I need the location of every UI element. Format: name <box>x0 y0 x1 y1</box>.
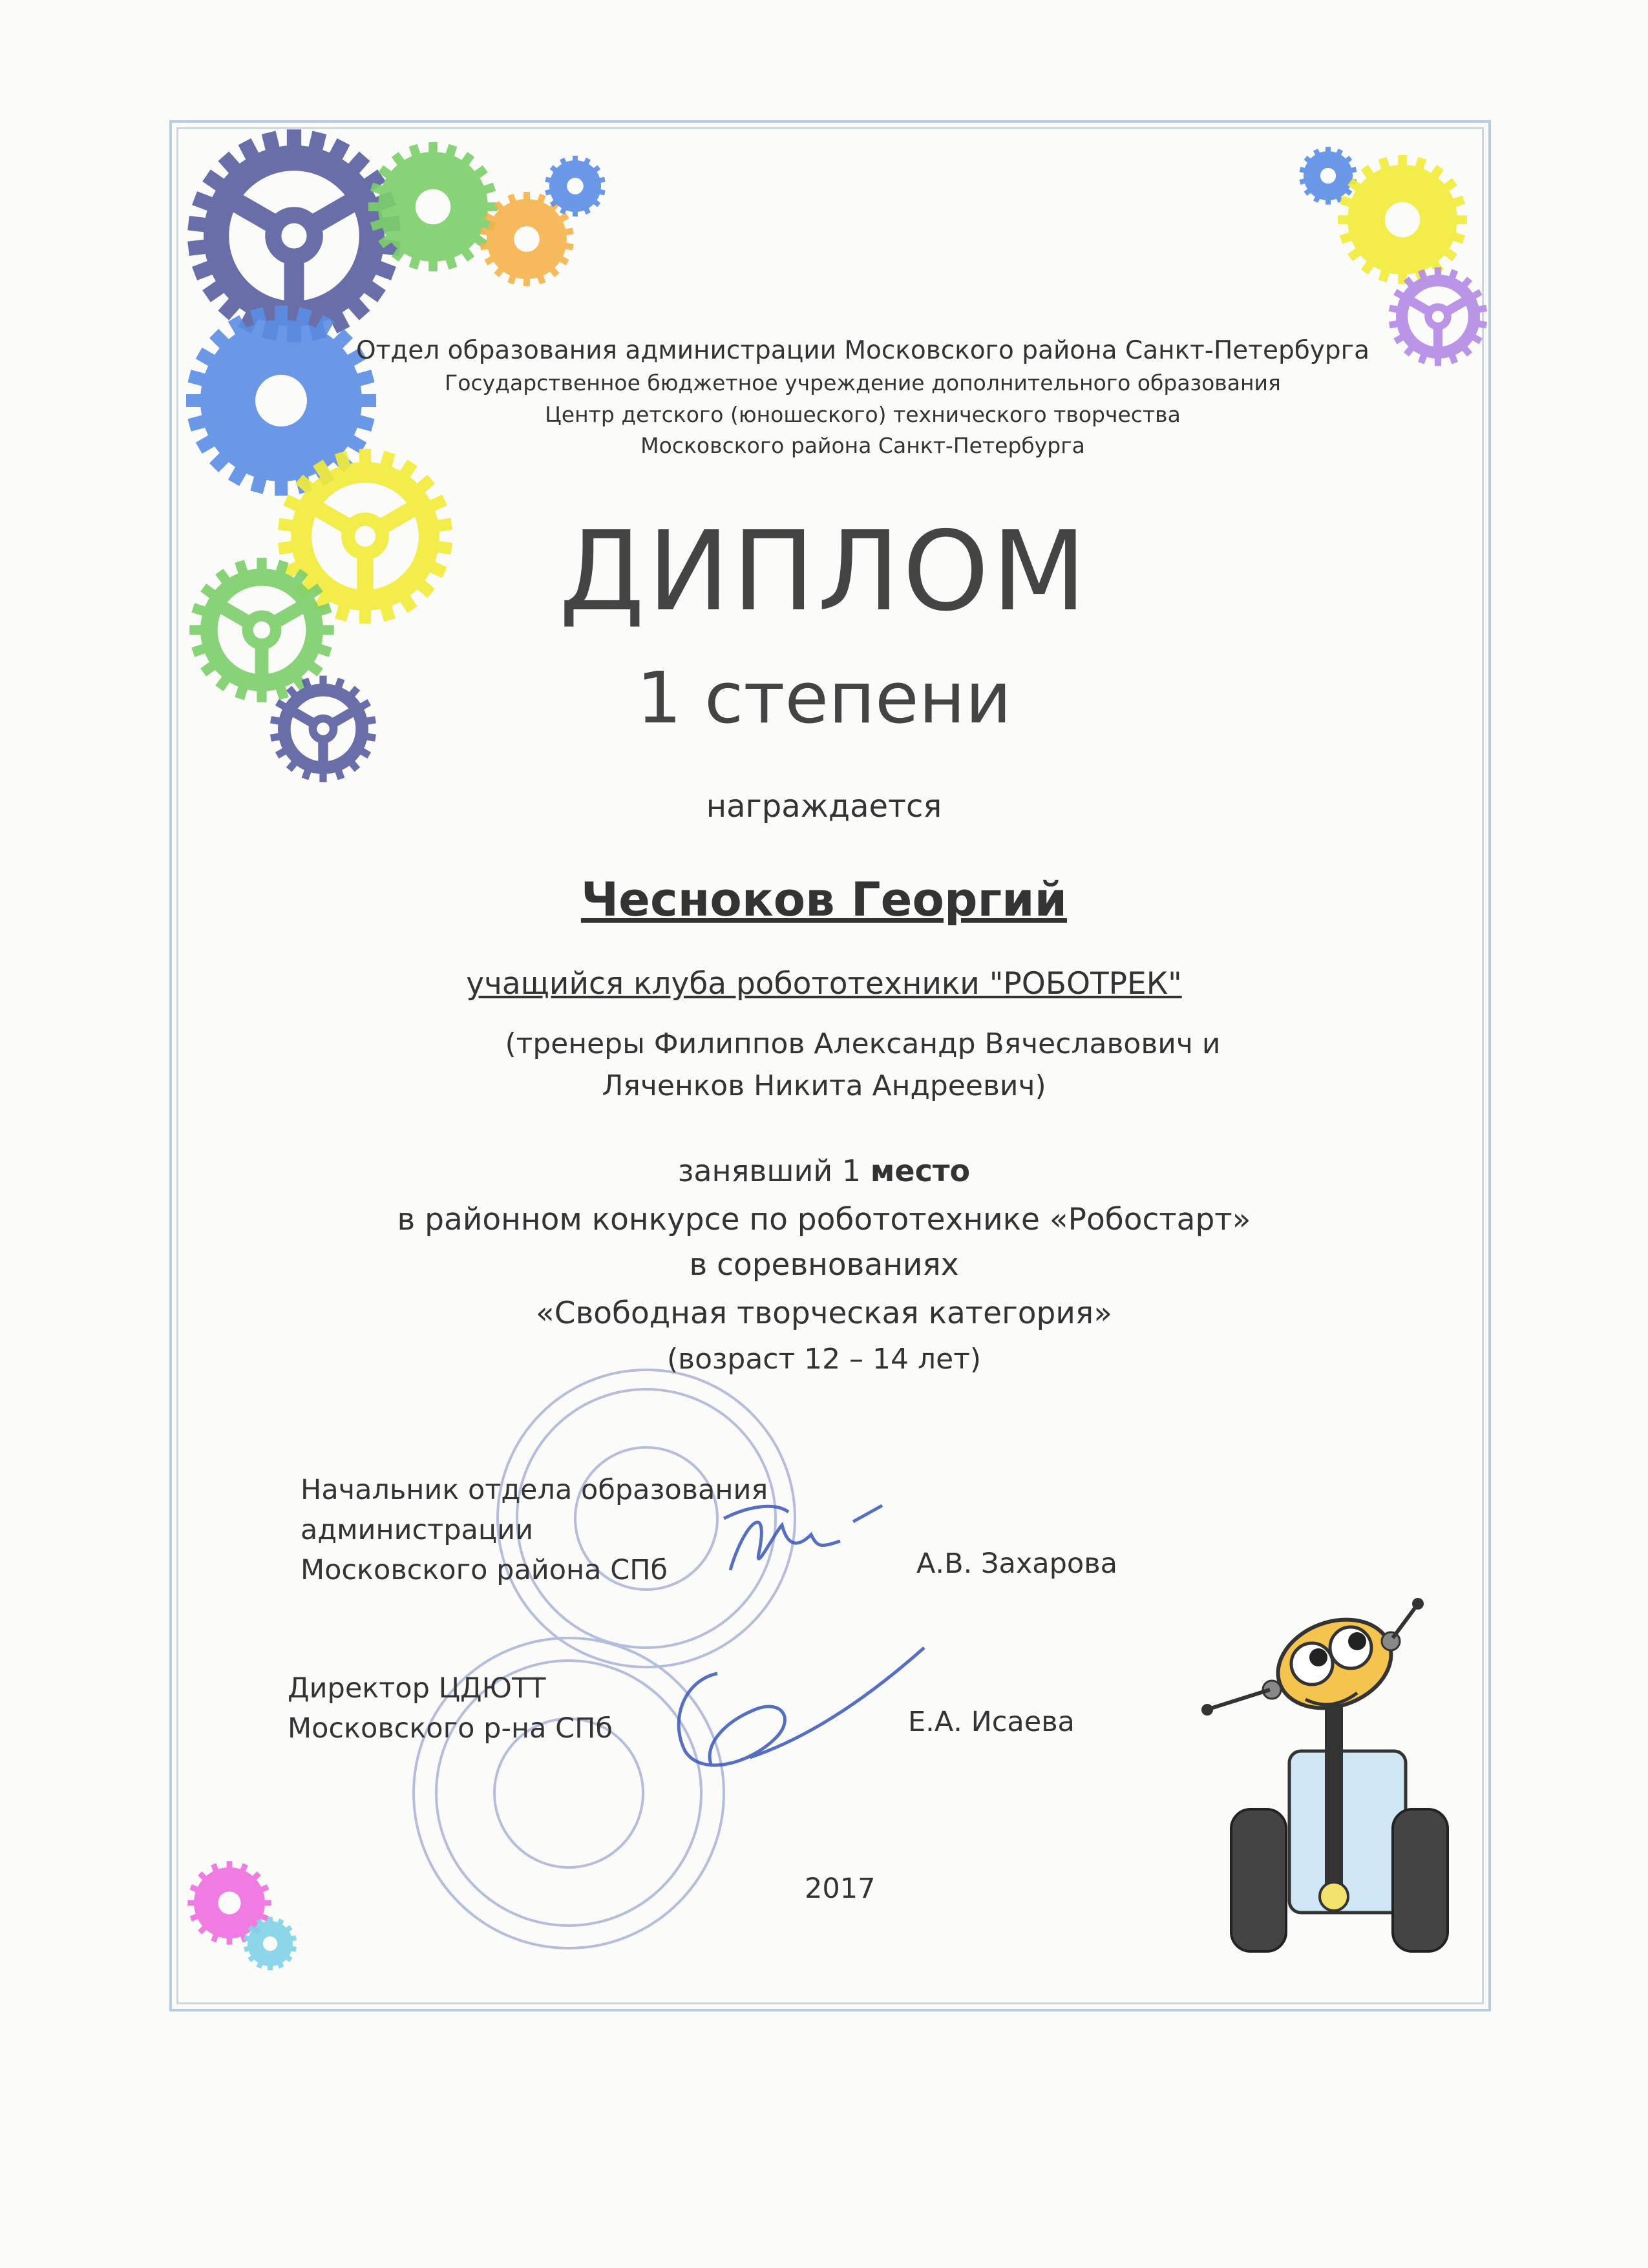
sig1-line-1: Начальник отдела образования <box>301 1474 768 1506</box>
gear-icon <box>187 129 401 342</box>
sig1-line-3: Московского района СПб <box>301 1554 668 1586</box>
diploma-degree: 1 степени <box>636 656 1012 739</box>
sig2-line-1: Директор ЦДЮТТ <box>288 1672 546 1705</box>
coaches-line-1: (тренеры Филиппов Александр Вячеславович и <box>505 1027 1221 1060</box>
stamp-seal <box>414 1370 795 1948</box>
signatory-1-name: А.В. Захарова <box>916 1548 1117 1580</box>
club-line: учащийся клуба робототехники "РОБОТРЕК" <box>466 966 1182 1002</box>
header-line-4: Московского района Санкт-Петербурга <box>640 433 1085 458</box>
coaches-line-2: Ляченков Никита Андреевич) <box>602 1069 1046 1102</box>
place-word: место <box>870 1153 971 1188</box>
awarded-label: награждается <box>706 788 942 824</box>
header-line-3: Центр детского (юношеского) технического творчества <box>545 402 1181 427</box>
signatory-1-title <box>301 1470 768 1590</box>
gear-icon <box>1338 155 1467 284</box>
signatory-2-name: Е.А. Исаева <box>908 1706 1075 1738</box>
contest-line: в районном конкурсе по робототехнике «Робостарт» <box>397 1202 1251 1237</box>
age-line: (возраст 12 – 14 лет) <box>666 1343 982 1376</box>
diploma-title: ДИПЛОМ <box>558 508 1090 636</box>
signatory-2-title <box>288 1668 613 1748</box>
category-line: «Свободная творческая категория» <box>536 1296 1112 1331</box>
header-line-2: Государственное бюджетное учреждение дополнительного образования <box>445 370 1281 395</box>
winner-name: Чесноков Георгий <box>580 872 1068 927</box>
sig2-line-2: Московского р-на СПб <box>288 1712 613 1745</box>
robot-mascot-icon <box>1201 1598 1448 1951</box>
place-line <box>0 1153 1648 1188</box>
competition-line: в соревнованиях <box>689 1247 959 1283</box>
year: 2017 <box>805 1873 876 1905</box>
sig1-line-2: администрации <box>301 1514 534 1546</box>
gear-icon <box>1300 147 1357 204</box>
header-line-1: Отдел образования администрации Московского района Санкт-Петербурга <box>355 336 1370 365</box>
place-prefix: занявший 1 <box>677 1153 871 1188</box>
